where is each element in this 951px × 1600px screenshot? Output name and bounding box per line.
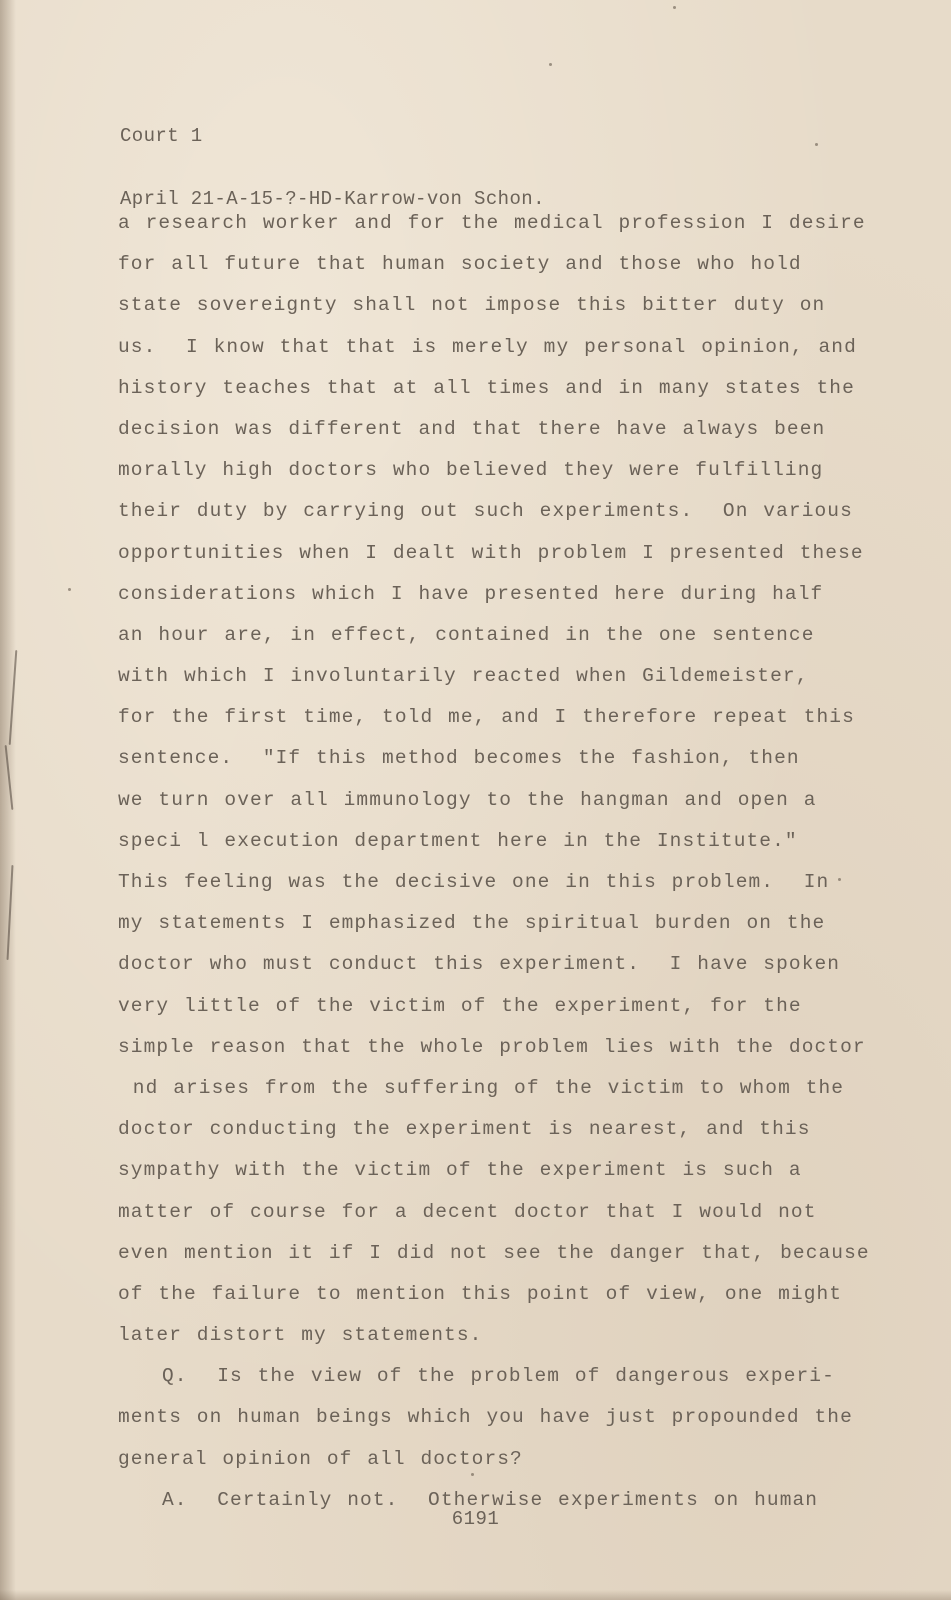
text-line: of the failure to mention this point of view, one might [118,1282,843,1305]
text-line: doctor who must conduct this experiment. I have spoken [118,953,841,976]
text-line: speci l execution department here in the Institute." [118,829,798,852]
text-line: with which I involuntarily reacted when Gildemeister, [118,665,809,688]
text-line: decision was different and that there have always been [118,417,826,440]
text-line: their duty by carrying out such experiments. On various [118,500,853,523]
text-line: even mention it if I did not see the danger that, because [118,1241,870,1264]
text-line: This feeling was the decisive one in this problem. In [118,871,830,893]
text-line: later distort my statements. [118,1324,483,1347]
page-left-edge-shadow [0,0,16,1600]
paper-speck [68,588,71,591]
court-label: Court 1 [120,125,203,147]
text-line: ments on human beings which you have just propounded the [118,1406,853,1429]
paper-speck [838,878,841,881]
text-line: a research worker and for the medical profession I desire [118,212,866,234]
text-line: nd arises from the suffering of the victim to whom the [118,1076,845,1099]
text-line: considerations which I have presented here during half [118,582,824,605]
page-number: 6191 [451,1508,500,1530]
text-line: an hour are, in effect, contained in the one sentence [118,623,815,646]
text-line: sympathy with the victim of the experiment is such a [118,1159,802,1182]
paper-speck [815,143,818,146]
text-line: general opinion of all doctors? [118,1447,523,1470]
paper-speck [549,63,552,66]
text-line: for the first time, told me, and I therefore repeat this [118,706,855,729]
page-bottom-edge-shadow [0,1590,951,1600]
text-line: matter of course for a decent doctor that I would not [118,1200,817,1223]
text-line: very little of the victim of the experiment, for the [118,994,802,1017]
text-line: doctor conducting the experiment is nearest, and this [118,1118,811,1141]
session-reference: April 21-A-15-?-HD-Karrow-von Schon. [120,188,545,210]
text-line: opportunities when I dealt with problem I presented these [118,541,864,564]
paper-speck [673,6,676,9]
text-line: my statements I emphasized the spiritual burden on the [118,912,826,935]
text-line: for all future that human society and those who hold [118,253,802,276]
text-line: simple reason that the whole problem lies with the doctor [118,1035,866,1058]
question-line: Q. Is the view of the problem of dangerous experi- [162,1365,835,1388]
text-line: us. I know that that is merely my personal opinion, and [118,335,857,358]
text-line: state sovereignty shall not impose this bitter duty on [118,294,826,317]
text-line: sentence. "If this method becomes the fashion, then [118,747,800,770]
paper-speck [471,1473,474,1476]
answer-line: A. Certainly not. Otherwise experiments on human [162,1488,819,1511]
testimony-text [118,203,870,1521]
text-line: history teaches that at all times and in many states the [118,376,855,399]
text-line: morally high doctors who believed they were fulfilling [118,459,824,482]
text-line: we turn over all immunology to the hangman and open a [118,788,817,811]
